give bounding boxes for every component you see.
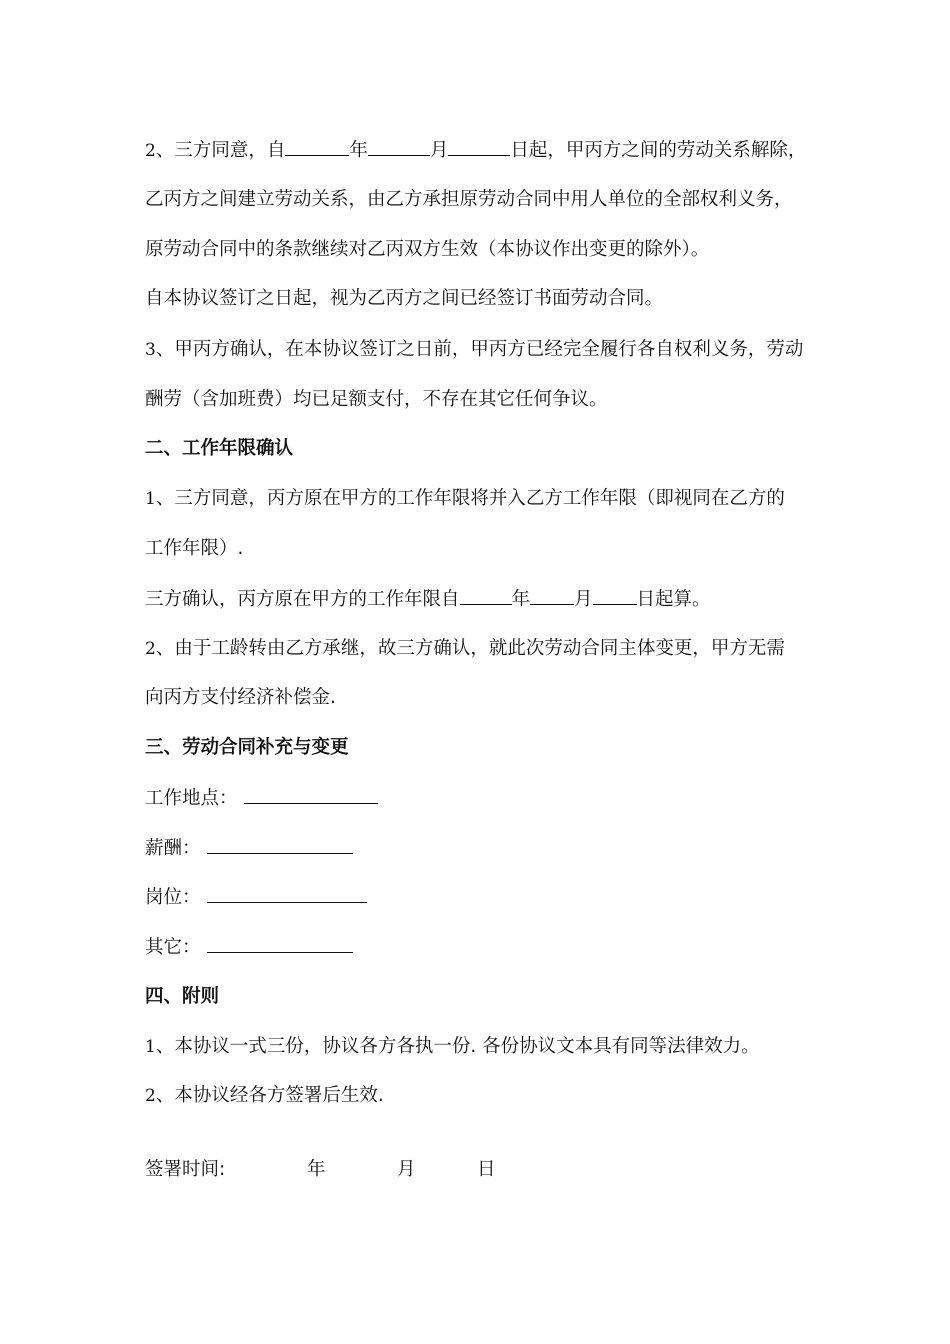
signature-day: 日	[477, 1159, 496, 1180]
field-label: 岗位：	[145, 887, 201, 908]
salary-field	[145, 836, 353, 861]
position-blank	[207, 885, 367, 903]
clause-number: 3	[145, 340, 156, 360]
year-blank	[460, 587, 512, 605]
signature-month: 月	[397, 1159, 416, 1180]
field-label: 薪酬：	[145, 838, 201, 859]
clause-2-line-3: 原劳动合同中的条款继续对乙丙双方生效（本协议作出变更的除外）。	[145, 239, 710, 260]
section-2-clause-2-line-2: 向丙方支付经济补偿金.	[145, 687, 336, 708]
salary-blank	[207, 836, 353, 854]
clause-2-line-4: 自本协议签订之日起，视为乙丙方之间已经签订书面劳动合同。	[145, 288, 664, 309]
work-location-blank	[244, 786, 378, 804]
clause-3-line-2: 酬劳（含加班费）均已足额支付，不存在其它任何争议。	[145, 389, 608, 410]
field-label: 其它：	[145, 937, 201, 958]
section-2-clause-2-line-1: 2、由于工龄转由乙方承继，故三方确认，就此次劳动合同主体变更，甲方无需	[145, 638, 785, 659]
clause-number: 1	[145, 489, 156, 509]
clause-number: 1	[145, 1037, 156, 1057]
month-blank	[530, 587, 574, 605]
section-4-heading: 四、附则	[145, 986, 220, 1007]
section-2-heading: 二、工作年限确认	[145, 438, 294, 459]
other-blank	[207, 935, 353, 953]
section-3-heading: 三、劳动合同补充与变更	[145, 737, 349, 758]
year-blank	[285, 138, 349, 156]
section-4-clause-1: 1、本协议一式三份，协议各方各执一份. 各份协议文本具有同等法律效力。	[145, 1036, 760, 1057]
section-2-clause-1-line-1: 1、三方同意，丙方原在甲方的工作年限将并入乙方工作年限（即视同在乙方的	[145, 488, 785, 509]
clause-2-line-2: 乙丙方之间建立劳动关系，由乙方承担原劳动合同中用人单位的全部权利义务，	[145, 189, 793, 210]
signature-date-line	[145, 1158, 496, 1182]
clause-number: 2	[145, 1086, 156, 1106]
month-blank	[368, 138, 430, 156]
signature-label: 签署时间:	[145, 1159, 226, 1180]
day-blank	[593, 587, 637, 605]
section-2-clause-1-line-2: 工作年限）.	[145, 538, 244, 559]
clause-2-line-1: 2、三方同意，自 年 月 日起，甲丙方之间的劳动关系解除，	[145, 140, 807, 161]
field-label: 工作地点：	[145, 788, 238, 809]
section-4-clause-2: 2、本协议经各方签署后生效.	[145, 1085, 384, 1106]
day-blank	[448, 138, 510, 156]
clause-number: 2	[145, 141, 156, 161]
work-location-field	[145, 786, 378, 811]
clause-number: 2	[145, 639, 156, 659]
seniority-start-line: 三方确认，丙方原在甲方的工作年限自 年 月 日起算。	[145, 589, 711, 610]
position-field	[145, 885, 367, 910]
other-field	[145, 935, 353, 960]
clause-3-line-1: 3、甲丙方确认，在本协议签订之日前，甲丙方已经完全履行各自权利义务，劳动	[145, 339, 804, 360]
signature-year: 年	[307, 1159, 326, 1180]
